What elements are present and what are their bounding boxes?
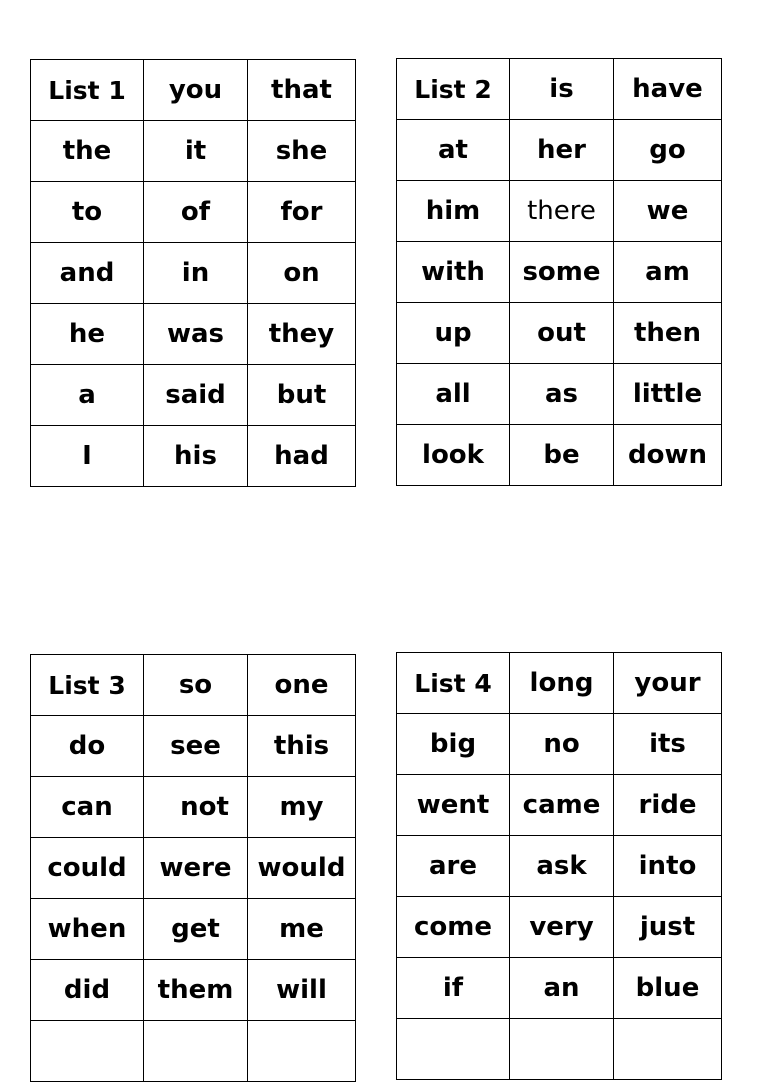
word-cell — [144, 1021, 248, 1082]
word-cell: are — [397, 836, 510, 897]
word-cell: was — [144, 304, 248, 365]
table-row — [397, 653, 722, 714]
word-cell: that — [248, 60, 356, 121]
word-cell: my — [248, 777, 356, 838]
word-cell: would — [248, 838, 356, 899]
word-cell: out — [510, 303, 614, 364]
word-cell: get — [144, 899, 248, 960]
word-cell: see — [144, 716, 248, 777]
table-row — [397, 303, 722, 364]
table-row — [397, 1019, 722, 1080]
word-cell: your — [614, 653, 722, 714]
word-cell: look — [397, 425, 510, 486]
word-cell: and — [31, 243, 144, 304]
word-cell: just — [614, 897, 722, 958]
word-cell: have — [614, 59, 722, 120]
word-cell — [614, 1019, 722, 1080]
word-cell: up — [397, 303, 510, 364]
word-cell: this — [248, 716, 356, 777]
table-row — [31, 243, 356, 304]
word-cell: big — [397, 714, 510, 775]
table-row — [31, 121, 356, 182]
table-row — [397, 897, 722, 958]
word-cell: his — [144, 426, 248, 487]
table-row — [31, 716, 356, 777]
word-cell: with — [397, 242, 510, 303]
word-cell: into — [614, 836, 722, 897]
word-cell: go — [614, 120, 722, 181]
table-row — [397, 181, 722, 242]
word-cell: there — [510, 181, 614, 242]
word-cell: her — [510, 120, 614, 181]
word-cell: they — [248, 304, 356, 365]
table-row — [397, 120, 722, 181]
word-cell: so — [144, 655, 248, 716]
word-cell: then — [614, 303, 722, 364]
word-cell: is — [510, 59, 614, 120]
table-row — [31, 655, 356, 716]
word-cell: in — [144, 243, 248, 304]
word-cell: some — [510, 242, 614, 303]
word-cell: do — [31, 716, 144, 777]
word-cell: come — [397, 897, 510, 958]
table-row — [397, 59, 722, 120]
word-cell: them — [144, 960, 248, 1021]
word-cell: an — [510, 958, 614, 1019]
word-cell: if — [397, 958, 510, 1019]
word-cell — [248, 1021, 356, 1082]
list-title: List 1 — [31, 60, 144, 121]
table-row — [397, 364, 722, 425]
word-cell: but — [248, 365, 356, 426]
word-cell: me — [248, 899, 356, 960]
table-row — [31, 899, 356, 960]
word-list-table-1 — [30, 59, 356, 487]
word-cell: said — [144, 365, 248, 426]
table-row — [397, 958, 722, 1019]
word-cell: one — [248, 655, 356, 716]
word-cell: ask — [510, 836, 614, 897]
word-list-table-4 — [396, 652, 722, 1080]
table-row — [31, 777, 356, 838]
word-cell — [510, 1019, 614, 1080]
word-cell: we — [614, 181, 722, 242]
word-cell: could — [31, 838, 144, 899]
table-row — [31, 1021, 356, 1082]
list-title: List 4 — [397, 653, 510, 714]
table-row — [31, 304, 356, 365]
word-cell: will — [248, 960, 356, 1021]
word-cell: on — [248, 243, 356, 304]
word-cell: went — [397, 775, 510, 836]
table-row — [397, 714, 722, 775]
word-cell — [31, 1021, 144, 1082]
word-cell: of — [144, 182, 248, 243]
word-cell: to — [31, 182, 144, 243]
word-cell: very — [510, 897, 614, 958]
word-cell: he — [31, 304, 144, 365]
table-row — [31, 365, 356, 426]
word-cell — [397, 1019, 510, 1080]
word-cell: had — [248, 426, 356, 487]
word-cell: blue — [614, 958, 722, 1019]
table-row — [31, 182, 356, 243]
table-row — [31, 960, 356, 1021]
word-cell: it — [144, 121, 248, 182]
word-cell: at — [397, 120, 510, 181]
table-row — [397, 425, 722, 486]
word-cell: the — [31, 121, 144, 182]
table-row — [31, 426, 356, 487]
word-cell: down — [614, 425, 722, 486]
list-title: List 2 — [397, 59, 510, 120]
word-cell: were — [144, 838, 248, 899]
word-cell: long — [510, 653, 614, 714]
word-cell: you — [144, 60, 248, 121]
word-cell: little — [614, 364, 722, 425]
word-cell: as — [510, 364, 614, 425]
word-cell: a — [31, 365, 144, 426]
word-cell: not — [144, 777, 248, 838]
word-cell: no — [510, 714, 614, 775]
word-list-table-3 — [30, 654, 356, 1082]
table-row — [31, 838, 356, 899]
word-cell: can — [31, 777, 144, 838]
word-cell: all — [397, 364, 510, 425]
table-row — [397, 836, 722, 897]
table-row — [397, 775, 722, 836]
list-title: List 3 — [31, 655, 144, 716]
word-cell: ride — [614, 775, 722, 836]
table-row — [31, 60, 356, 121]
word-cell: him — [397, 181, 510, 242]
word-cell: am — [614, 242, 722, 303]
word-cell: for — [248, 182, 356, 243]
word-cell: she — [248, 121, 356, 182]
word-cell: came — [510, 775, 614, 836]
word-cell: when — [31, 899, 144, 960]
word-cell: did — [31, 960, 144, 1021]
word-cell: I — [31, 426, 144, 487]
word-list-table-2 — [396, 58, 722, 486]
table-row — [397, 242, 722, 303]
word-cell: be — [510, 425, 614, 486]
word-cell: its — [614, 714, 722, 775]
